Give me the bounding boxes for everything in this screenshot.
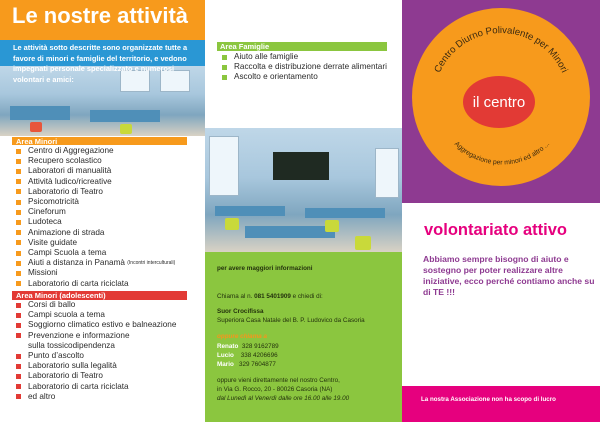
list-item: Visite guidate xyxy=(16,238,206,248)
list-item: Corsi di ballo xyxy=(16,300,206,310)
list-item: Laboratorio di Teatro xyxy=(16,187,206,197)
call-line: Chiama al n. 081 5401909 e chiedi di: xyxy=(217,293,323,300)
list-item: Animazione di strada xyxy=(16,228,206,238)
list-item: Laboratori di manualità xyxy=(16,166,206,176)
contact-name: Suor Crocifissa xyxy=(217,308,264,315)
logo-arc-bottom: Aggregazione per minori ed altro ... xyxy=(452,140,552,167)
area-adolescenti-list xyxy=(16,300,206,402)
list-item: Ascolto e orientamento xyxy=(222,72,402,82)
list-item: Laboratorio di carta riciclata xyxy=(16,382,206,392)
list-item: Laboratorio di carta riciclata xyxy=(16,279,206,289)
intro-text: Le attività sotto descritte sono organizzate tutte a favore di minori e famiglie del territorio, e vedono impegnati personale specializzato e numerosi volontari e amici: xyxy=(13,43,188,84)
area-adolescenti-title: Area Minori (adolescenti) xyxy=(16,291,106,300)
footer-bar xyxy=(402,386,600,422)
logo-center-text: il centro xyxy=(472,94,526,111)
list-item: Prevenzione e informazione xyxy=(16,331,206,341)
contact-row: Mario 329 7604877 xyxy=(217,361,276,368)
list-item: Ludoteca xyxy=(16,217,206,227)
list-item: Campi scuola a tema xyxy=(16,310,206,320)
opening-hours: dal Lunedì al Venerdì dalle ore 16.00 alle 19.00 xyxy=(217,395,350,402)
visit-line: oppure vieni direttamente nel nostro Centro, xyxy=(217,377,340,384)
page-title: Le nostre attività xyxy=(12,3,189,28)
panama-note: (Incontri interculturali) xyxy=(127,260,176,267)
list-item: Cineforum xyxy=(16,207,206,217)
list-item: Attività ludico/ricreative xyxy=(16,177,206,187)
list-item: Campi Scuola a tema xyxy=(16,248,206,258)
list-item: Aiuto alle famiglie xyxy=(222,52,402,62)
list-item: Aiuti a distanza in Panamà (Incontri interculturali) xyxy=(16,258,206,268)
svg-text:Centro Diurno Polivalente per xyxy=(432,25,569,74)
list-item: Psicomotricità xyxy=(16,197,206,207)
volontariato-text: Abbiamo sempre bisogno di aiuto e sostegno per poter realizzare altre iniziative, ecco perché contiamo anche su di TE !!! xyxy=(423,254,595,297)
list-item: Punto d’ascolto xyxy=(16,351,206,361)
list-item: ed altro xyxy=(16,392,206,402)
address: in Via G. Rocco, 20 - 80026 Casoria (NA) xyxy=(217,386,333,393)
list-item: Soggiorno climatico estivo e balneazione xyxy=(16,320,206,330)
list-item: Laboratorio di Teatro xyxy=(16,371,206,381)
footer-text: La nostra Associazione non ha scopo di lucro xyxy=(421,396,556,403)
list-item-continuation: sulla tossicodipendenza xyxy=(28,340,115,350)
area-minori-title: Area Minori xyxy=(16,137,58,146)
phone-number[interactable]: 081 5401909 xyxy=(254,293,291,300)
contact-row: Renato 328 9162789 xyxy=(217,343,279,350)
logo-arc-top: Centro Diurno Polivalente per Minori xyxy=(432,24,570,75)
list-item: Raccolta e distribuzione derrate alimentari xyxy=(222,62,402,72)
list-item: Centro di Aggregazione xyxy=(16,146,206,156)
list-item: Recupero scolastico xyxy=(16,156,206,166)
list-item: Missioni xyxy=(16,268,206,278)
list-item: Laboratorio sulla legalità xyxy=(16,361,206,371)
contact-role: Superiora Casa Natale del B. P. Ludovico da Casoria xyxy=(217,317,365,324)
classroom-photo xyxy=(205,128,402,252)
contact-row: Lucio 338 4206696 xyxy=(217,352,278,359)
info-heading: per avere maggiori informazioni xyxy=(217,265,313,272)
area-famiglie-title: Area Famiglie xyxy=(220,42,270,51)
area-famiglie-list xyxy=(222,52,402,83)
or-call-label: oppure chiama a xyxy=(217,333,268,340)
area-minori-list xyxy=(16,146,206,289)
volontariato-title: volontariato attivo xyxy=(424,221,568,239)
svg-text:Aggregazione per minori ed alt xyxy=(453,141,551,167)
